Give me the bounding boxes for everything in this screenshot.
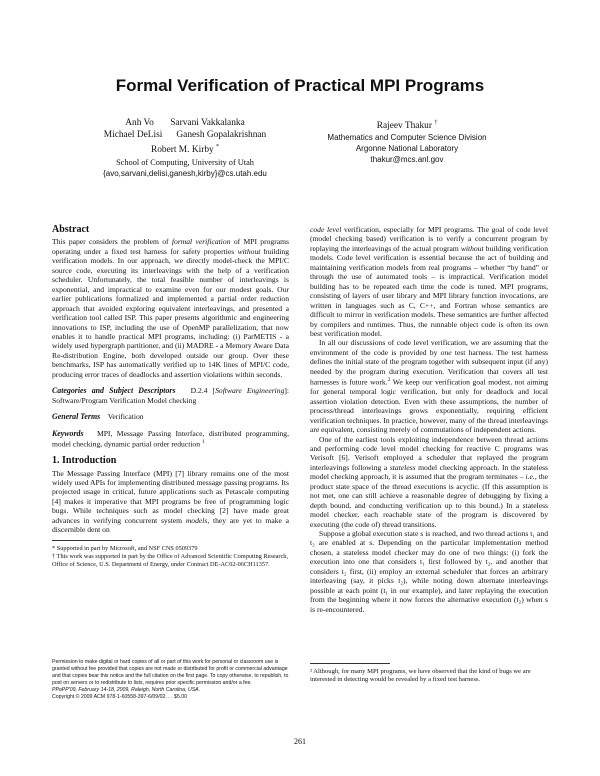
- author-email: {avo,sarvani,delisi,ganesh,kirby}@cs.utah.edu: [103, 168, 267, 178]
- right-footnote: [310, 663, 548, 684]
- left-footnotes: [52, 540, 289, 569]
- categories-heading: Categories and Subject Descriptors: [52, 386, 176, 396]
- author-affiliation: School of Computing, University of Utah: [116, 157, 254, 167]
- text-run: without: [237, 246, 261, 256]
- text-run: In all our discussions of code level verification, we are assuming that the environment of the code is provided by: [310, 338, 548, 357]
- author-name: Ganesh Gopalakrishnan: [176, 130, 267, 141]
- footnote-mark: *: [216, 144, 220, 151]
- paragraph: Suppose a global execution state s is reached, and two thread actions t₁ and t₂ are enabled at s. Depending on the particular implementation method chosen, a stateless model checker may do one of two things: (i) fork the execution into one that considers t₁ first followed by t₂, and another that considers t₂ first, (ii) employ an external scheduler that forces an arbitrary interleaving (say, it picks t₂), while noting down alternate interleavings possible at each point (t₁ in our example), and later replaying the execution from the beginning where it now forces the alternative execution (t₂) when s is re-encountered.: [310, 529, 548, 614]
- left-column: [52, 225, 289, 535]
- text-run: The Message Passing Interface (MPI) [7] library remains one of the most widely used APIs for implementing distributed message passing programs. Its projected usage in critical, future applications such as Petascale computing [4] makes it imperative that MPI programs be free of programming logic bugs. While techniques such as model checking [2] have made great advances in verifying concurrent system: [52, 468, 289, 525]
- permission-text: Permission to make digital or hard copies of all or part of this work for personal or classroom use is granted without fee provided that copies are not made or distributed for profit or commercial advantage and that copies bear this notice and the full citation on the first page. To copy otherwise, to republish, to post on servers or to redistribute to lists, requires prior specific permission and/or a fee.: [52, 659, 289, 686]
- general-terms-heading: General Terms: [52, 412, 101, 422]
- author-line: [322, 117, 492, 132]
- keywords-heading: Keywords: [52, 428, 84, 438]
- text-run: Verification: [107, 412, 144, 422]
- footnote-mark: 2: [387, 377, 391, 384]
- right-column: [310, 225, 548, 614]
- author-name: Sarvani Vakkalanka: [170, 118, 245, 128]
- text-run: ]: Software/Program Verification Model checking: [52, 386, 290, 405]
- text-run: building verification models. In our approach, we directly model-check the MPI/C source code, executing its interleavings with the help of a verification scheduler. Unfortunately, the total feasible number of interleavings is exponential, and impractical to examine even for our modest goals. Our earlier publications formalized and implemented a partial order reduction approach that avoided exploring equivalent interleavings, and presented a verification tool called ISP. This paper presents algorithmic and engineering innovations to ISP, including the use of OpenMP parallelization, that now enables it to handle practical MPI programs, including: (i) ParMETIS - a widely used hypergraph partitioner, and (ii) MADRE - a Memory Aware Data Re-distribution Engine, both developed outside our group. Over these benchmarks, ISP has automatically verified up to 14K lines of MPI/C code, producing error traces of deadlocks and assertion violations within seconds.: [52, 246, 289, 379]
- paragraph: [310, 435, 548, 530]
- page-number: 261: [294, 737, 306, 746]
- footnote: † This work was supported in part by the Office of Advanced Scientific Computing Research, Office of Science, U.S. Department of Energy, under Contract DE-AC02-06CH11357.: [52, 553, 289, 568]
- text-run: MPI, Message Passing Interface, distributed programming, model checking, dynamic partial order reduction: [52, 428, 289, 449]
- author-affiliation: Argonne National Laboratory: [355, 144, 459, 154]
- paragraph: [310, 225, 548, 338]
- text-run: of MPI programs operating under a fixed test harness for safety properties: [52, 237, 289, 256]
- paper-title: Formal Verification of Practical MPI Programs: [115, 76, 485, 95]
- venue-line: PPoPP'09, February 14-18, 2009, Raleigh, North Carolina, USA.: [52, 686, 201, 693]
- text-run: verification, especially for MPI programs. The goal of code level (model checking based) verification is to verify a concurrent program by replaying the interleavings of the actual program: [310, 225, 548, 253]
- author-name: Robert M. Kirby: [150, 145, 214, 156]
- intro-heading: 1. Introduction: [52, 455, 117, 467]
- text-run: This paper considers the problem of: [52, 237, 172, 247]
- paragraph: [310, 338, 548, 434]
- text-run: without: [460, 243, 484, 253]
- text-run: i.e.: [525, 472, 535, 482]
- author-affiliation: Mathematics and Computer Science Division: [327, 133, 487, 143]
- permission-block: [52, 659, 289, 700]
- authors-left-block: [70, 117, 300, 179]
- author-line-2: [70, 129, 300, 141]
- abstract-heading: Abstract: [52, 224, 90, 235]
- copyright-line: Copyright © 2009 ACM 978-1-60558-397-6/09/02. . . $5.00: [52, 693, 188, 700]
- text-run: model checking approach. In the stateless model checking approach, it is assumed that the program terminates –: [310, 462, 548, 482]
- footnote: * Supported in part by Microsoft, and NSF CNS 0509379: [52, 545, 198, 552]
- footnote-mark: †: [434, 120, 438, 126]
- abstract-text: [52, 237, 289, 379]
- text-run: building verification models. Code level verification is essential because the act of building and maintaining verification models from real programs – whether “by hand” or through the use of automated tools – is impractical. Verification model building has to be repeated each time the code is tuned. MPI programs, consisting of layers of user library and MPI library function invocations, are written in languages such as C, C++, and Fortran whose semantics are difficult to mirror in verification models. These semantics are further affected by compilers and runtimes. Thus, the runnable object code is often its own best verification model.: [310, 243, 549, 338]
- text-run: test harness. The test harness defines the initial state of the program together with subsequent input (if any) needed by the program during execution. Verification that covers all test harnesses is future work.: [310, 347, 548, 387]
- footnote-mark: 1: [201, 439, 205, 446]
- text-run: formal verification: [171, 237, 231, 247]
- text-run: , they are yet to make a discernible dent on: [52, 515, 289, 535]
- text-run: , the product state space of the thread executions is acyclic. (If this assumption is not met, one can still achieve a reasonable degree of debugging by fixing a depth bound, and conducting verification up to this bound.) In a stateless model checker, each reachable state of the program is discovered by executing (the code of) thread transitions.: [310, 472, 549, 529]
- author-line-1: [70, 117, 300, 129]
- author-name: Michael DeLisi: [103, 130, 163, 141]
- author-line-3: [70, 141, 300, 156]
- text-run: One of the earliest tools exploiting independence between thread actions and performing code level model checking for reactive C programs was Verisoft [6]. Verisoft employed a scheduler that replayed the program interleavings following a: [310, 434, 548, 472]
- text-run: models: [185, 515, 208, 525]
- text-run: We keep our verification goal modest, not aiming for general temporal logic verification, but only for deadlock and local assertion violation detection. Even with these assumptions, the number of process/thread interleavings grows exponentially, requiring efficient verification techniques. In practice, however, many of the thread interleavings are equivalent, consisting merely of commutations of independent actions.: [310, 377, 548, 435]
- author-email: thakur@mcs.anl.gov: [370, 155, 444, 165]
- text-run: Software Engineering: [215, 386, 285, 396]
- text-run: D.2.4 [: [190, 386, 216, 396]
- text-run: stateless: [389, 462, 416, 472]
- intro-text: [52, 469, 289, 535]
- author-name: Rajeev Thakur: [376, 121, 432, 132]
- author-name: Anh Vo: [125, 118, 154, 128]
- text-run: one: [440, 347, 452, 357]
- footnote: ² Although, for many MPI programs, we have observed that the kind of bugs we are interested in detecting would be revealed by a fixed test harness.: [310, 668, 531, 684]
- text-run: code level: [310, 225, 342, 234]
- authors-right-block: [322, 117, 492, 165]
